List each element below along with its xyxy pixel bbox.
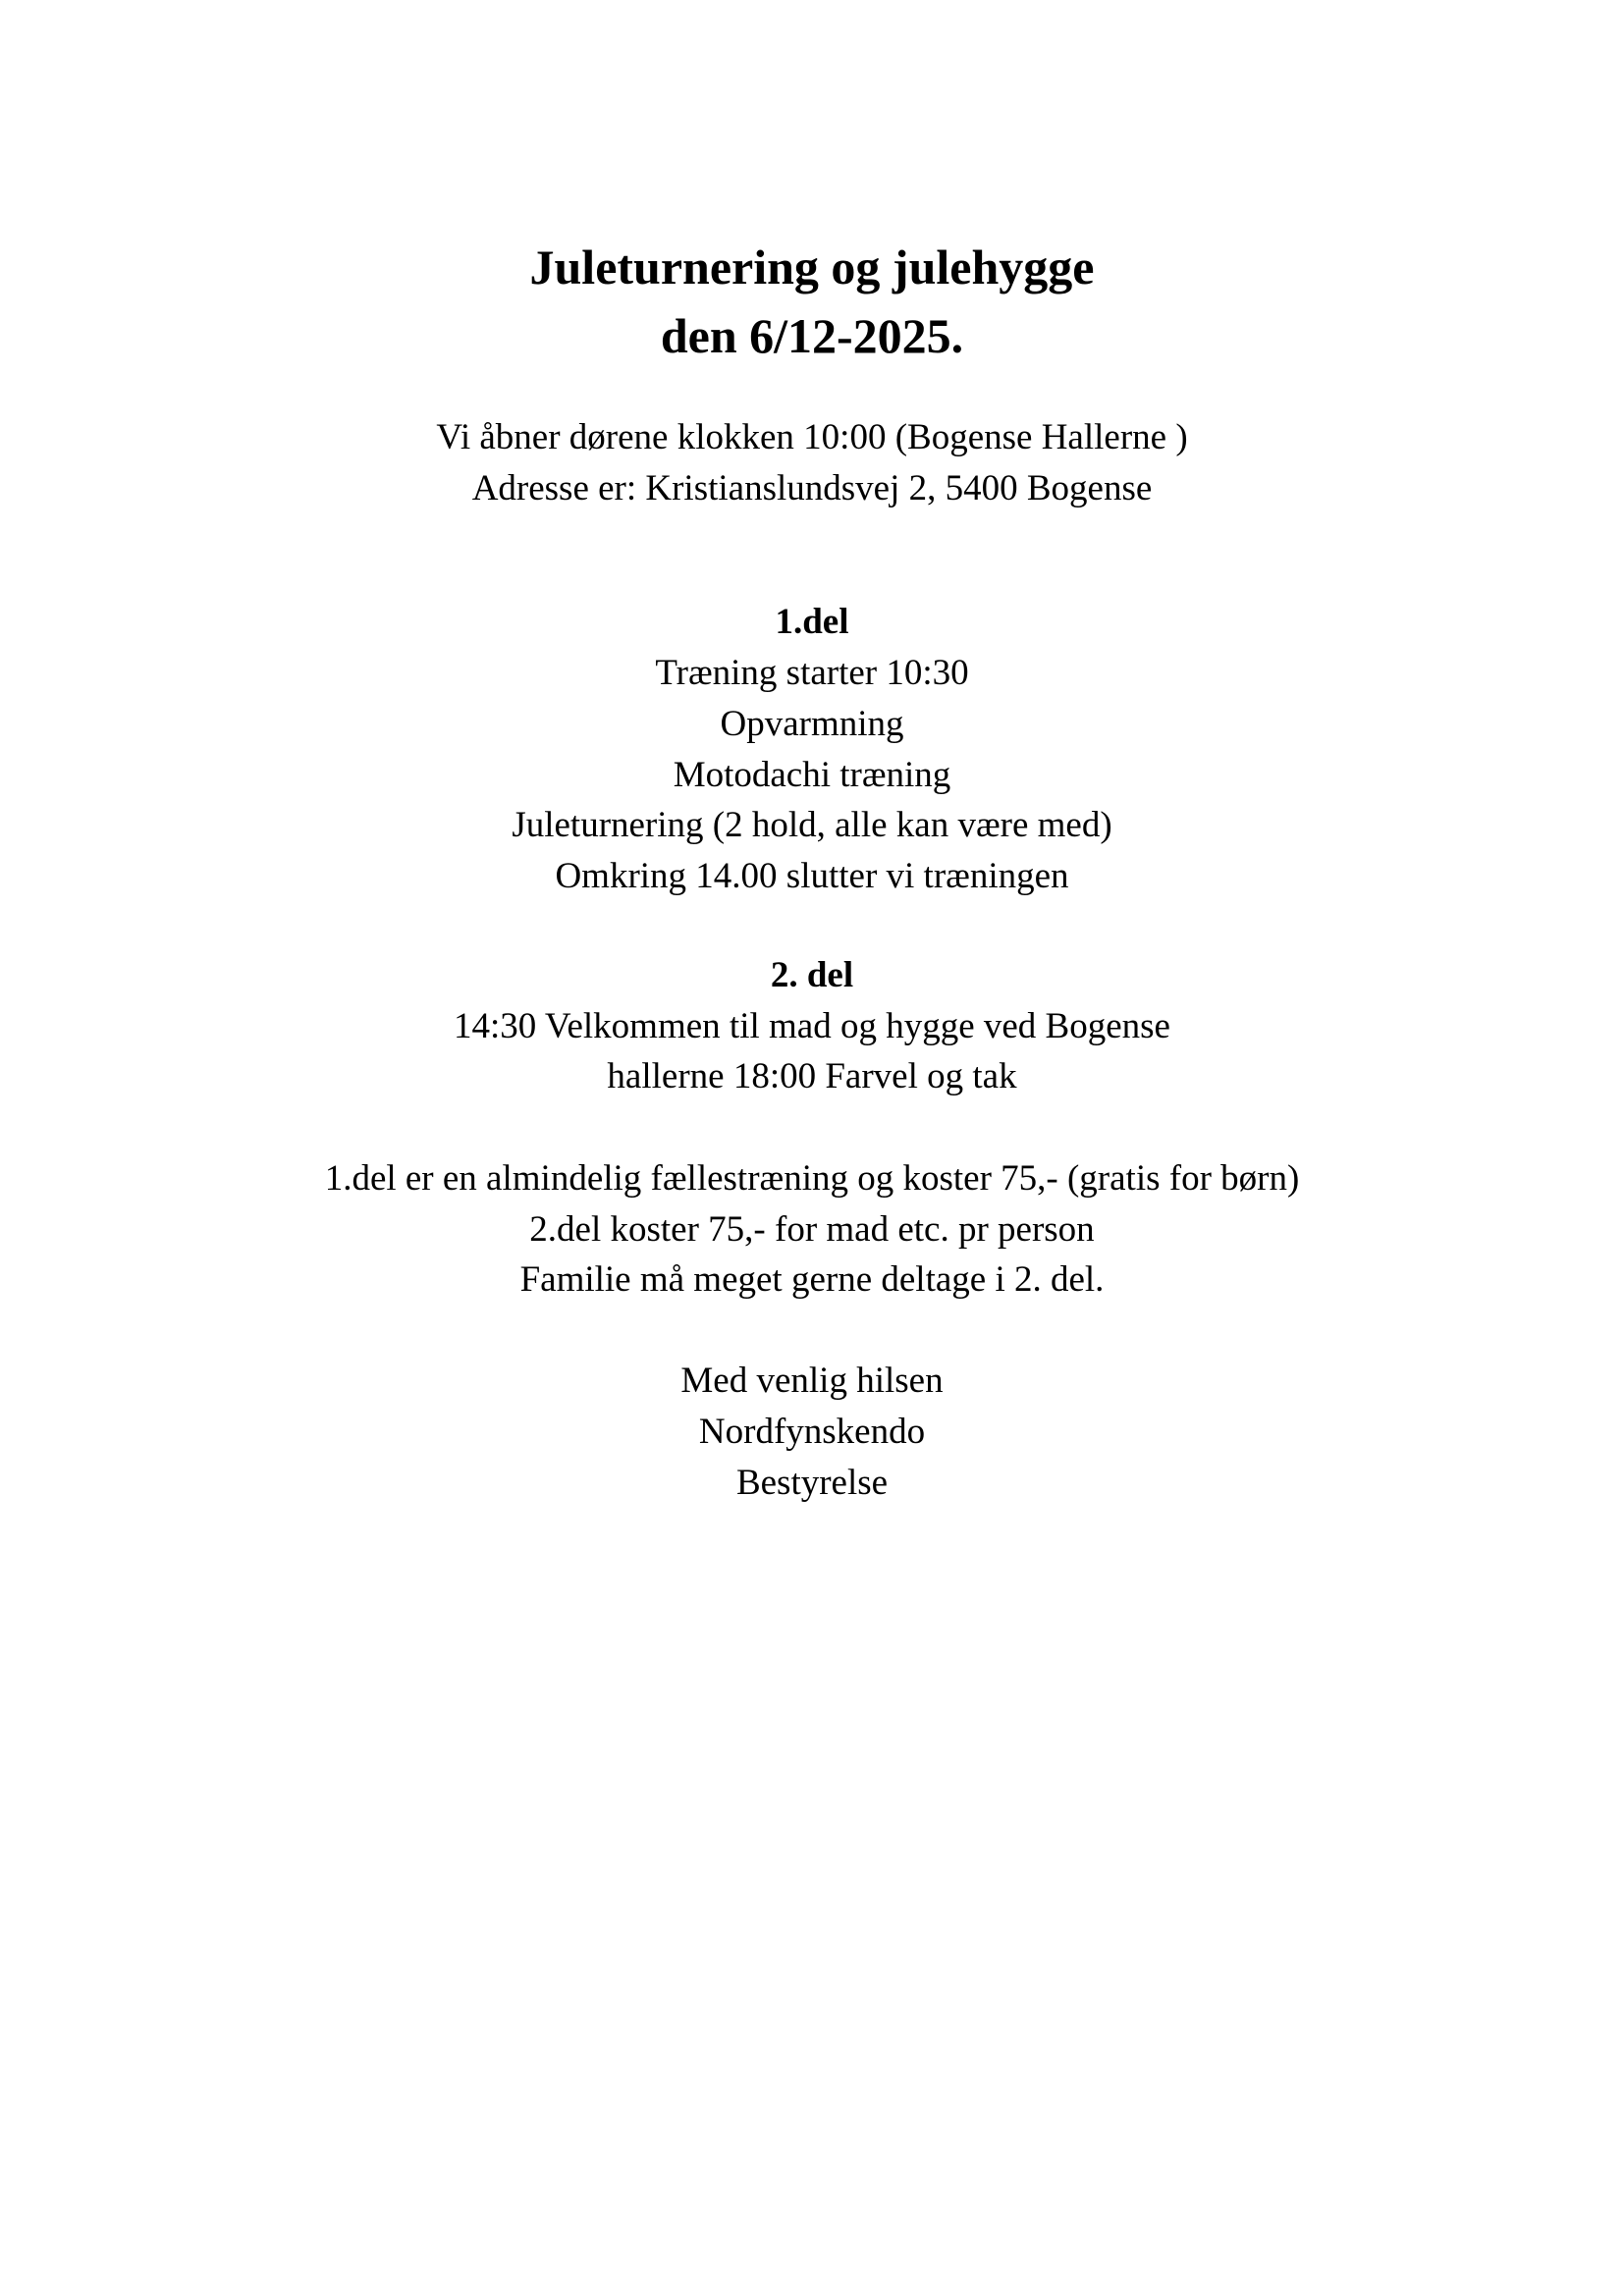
intro-address-line: Adresse er: Kristianslundsvej 2, 5400 Bogense	[471, 468, 1153, 508]
part1-item: Omkring 14.00 slutter vi træningen	[555, 856, 1069, 896]
document-title-date: den 6/12-2025.	[660, 308, 964, 363]
signature-board: Bestyrelse	[735, 1463, 889, 1503]
pricing-line: 1.del er en almindelig fællestræning og koster 75,- (gratis for børn)	[324, 1158, 1300, 1199]
part1-heading: 1.del	[775, 602, 849, 642]
part1-item: Motodachi træning	[673, 755, 951, 795]
signature-club: Nordfynskendo	[698, 1412, 926, 1452]
pricing-line: 2.del koster 75,- for mad etc. pr person	[529, 1209, 1095, 1250]
part2-item: hallerne 18:00 Farvel og tak	[607, 1056, 1017, 1096]
part1-item: Juleturnering (2 hold, alle kan være med)	[512, 805, 1112, 845]
intro-doors-line: Vi åbner dørene klokken 10:00 (Bogense Hallerne )	[436, 417, 1188, 457]
part1-item: Opvarmning	[720, 704, 904, 744]
signature-greeting: Med venlig hilsen	[680, 1361, 944, 1401]
part2-item: 14:30 Velkommen til mad og hygge ved Bogense	[454, 1006, 1170, 1046]
document-title: Juleturnering og julehygge	[529, 240, 1095, 294]
pricing-line: Familie må meget gerne deltage i 2. del.	[519, 1259, 1105, 1300]
part1-item: Træning starter 10:30	[655, 653, 969, 693]
part2-heading: 2. del	[770, 955, 854, 995]
